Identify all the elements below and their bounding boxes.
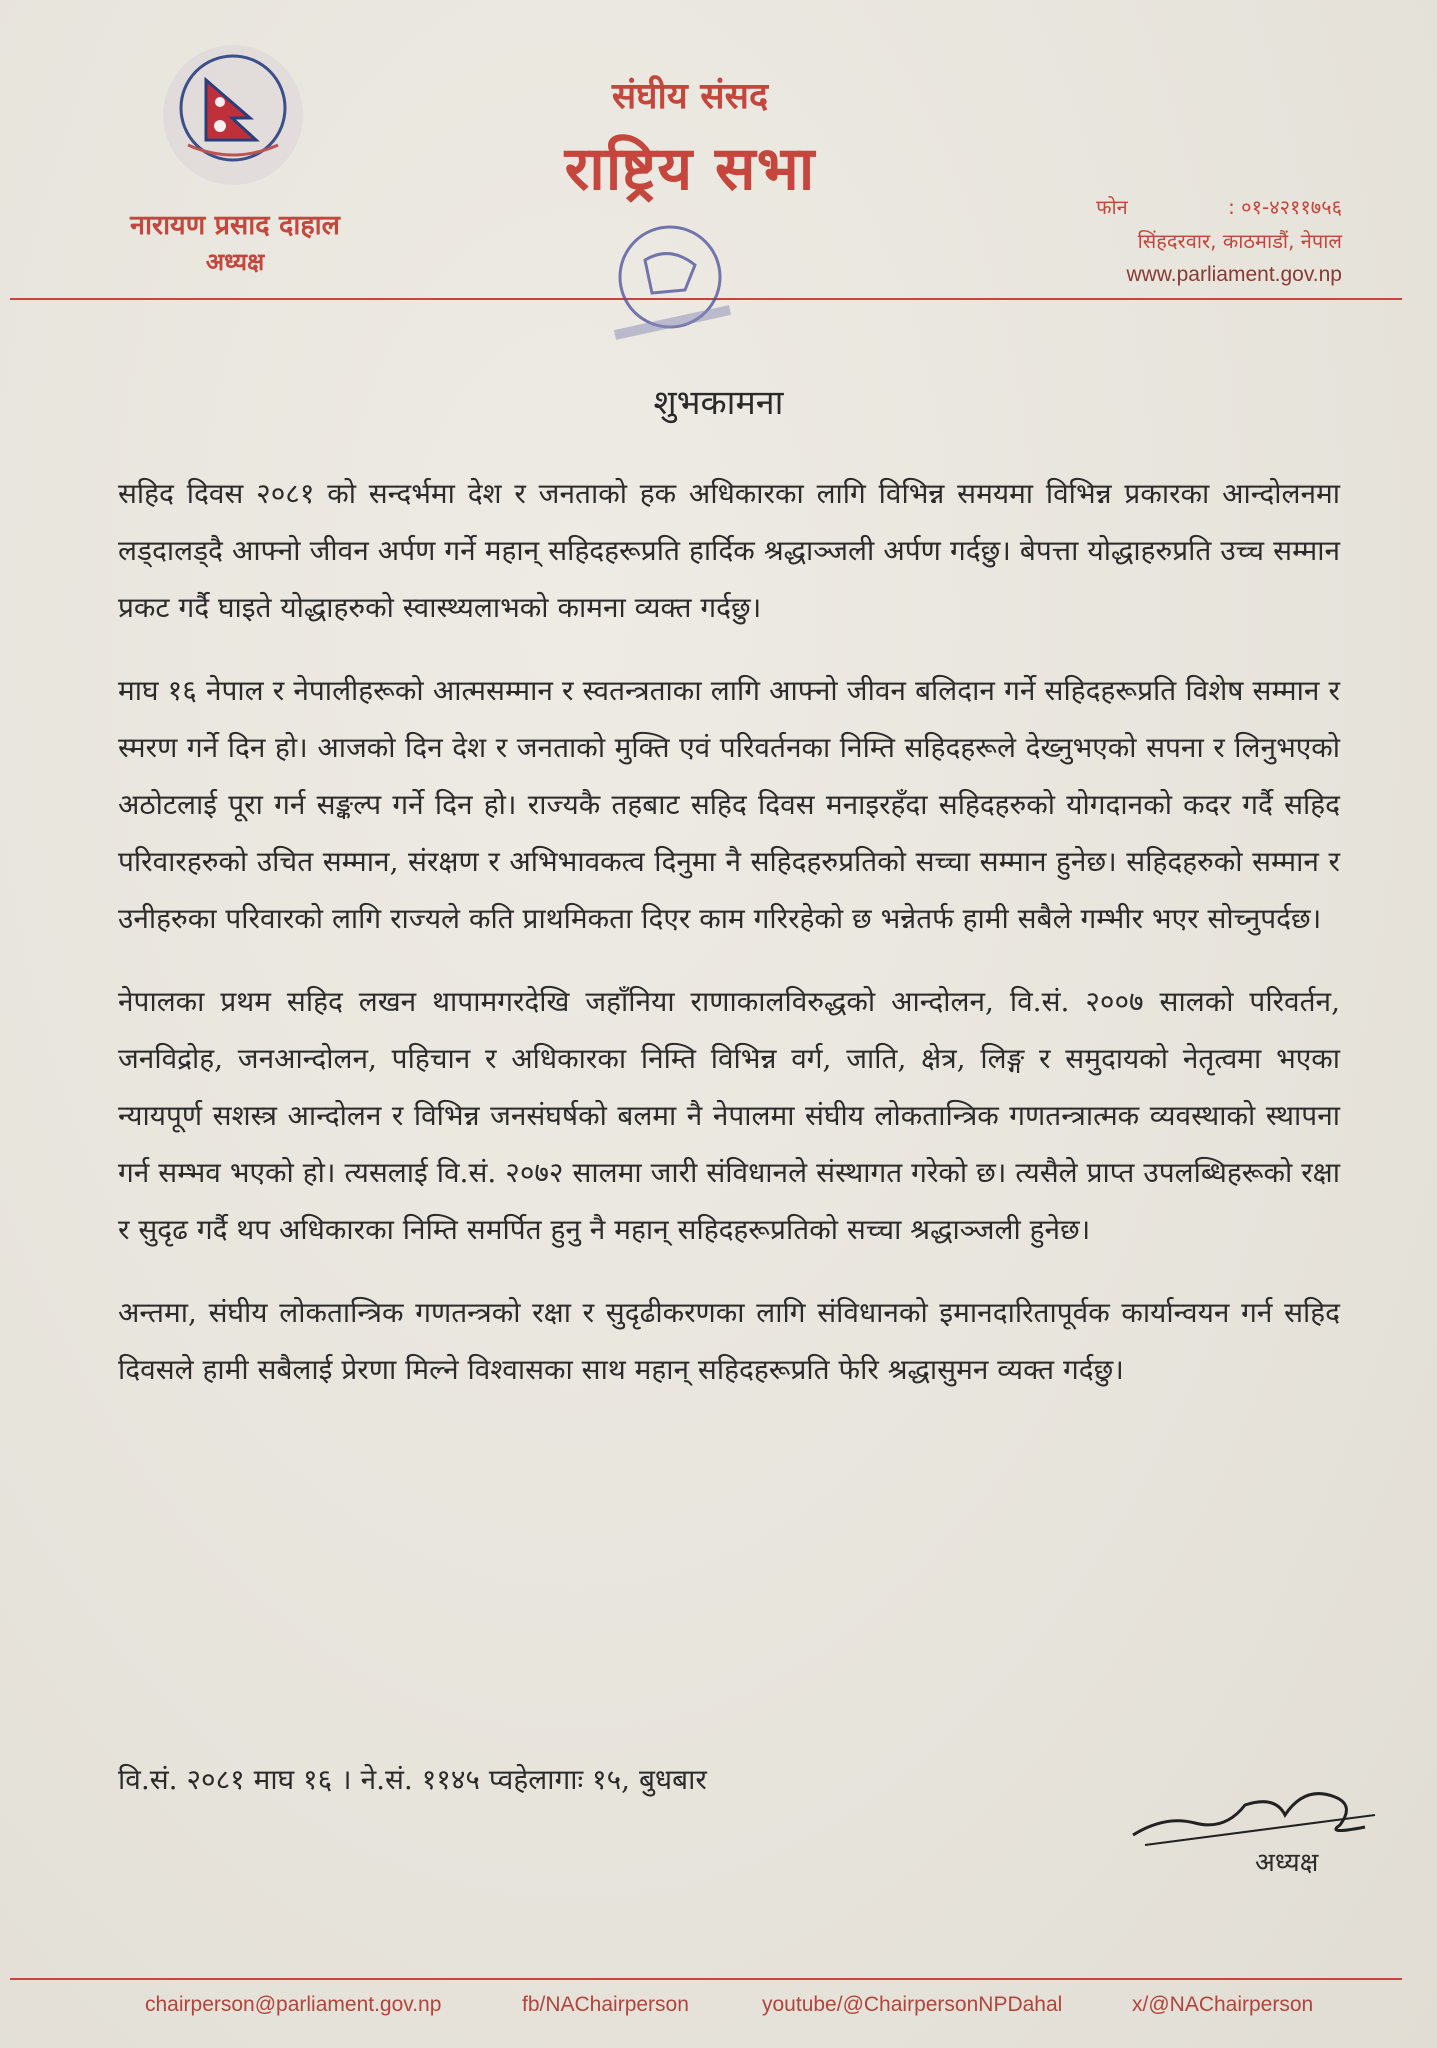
footer-divider: [10, 1978, 1402, 1980]
parliament-emblem-icon: [158, 40, 308, 190]
institution-main: राष्ट्रिय सभा: [564, 134, 816, 204]
phone-label: फोन: [1096, 195, 1128, 219]
paragraph-2: माघ १६ नेपाल र नेपालीहरूको आत्मसम्मान र स्वतन्त्रताका लागि आफ्नो जीवन बलिदान गर्ने सहिदहरूप्रति विशेष सम्मान र स्मरण गर्ने दिन हो। आजको दिन देश र जनताको मुक्ति एवं परिवर्तनका निम्ति सहिदहरूले देख्नुभएको सपना र लिनुभएको अठोटलाई पूरा गर्न सङ्कल्प गर्ने दिन हो। राज्यकै तहबाट सहिद दिवस मनाइरहँदा सहिदहरुको योगदानको कदर गर्दै सहिद परिवारहरुको उचित सम्मान, संरक्षण र अभिभावकत्व दिनुमा नै सहिदहरुप्रतिको सच्चा सम्मान हुनेछ। सहिदहरुको सम्मान र उनीहरुका परिवारको लागि राज्यले कति प्राथमिकता दिएर काम गरिरहेको छ भन्नेतर्फ हामी सबैले गम्भीर भएर सोच्नुपर्दछ।: [118, 674, 1340, 935]
document-title: शुभकामना: [653, 383, 784, 423]
website-link[interactable]: www.parliament.gov.np: [1126, 263, 1342, 286]
paragraph-3: नेपालका प्रथम सहिद लखन थापामगरदेखि जहाँनिया राणाकालविरुद्धको आन्दोलन, वि.सं. २००७ सालको परिवर्तन, जनविद्रोह, जनआन्दोलन, पहिचान र अधिकारका निम्ति विभिन्न वर्ग, जाति, क्षेत्र, लिङ्ग र समुदायको नेतृत्वमा भएका न्यायपूर्ण सशस्त्र आन्दोलन र विभिन्न जनसंघर्षको बलमा नै नेपालमा संघीय लोकतान्त्रिक गणतन्त्रात्मक व्यवस्थाको स्थापना गर्न सम्भव भएको हो। त्यसलाई वि.सं. २०७२ सालमा जारी संविधानले संस्थागत गरेको छ। त्यसैले प्राप्त उपलब्धिहरूको रक्षा र सुदृढ गर्दै थप अधिकारका निम्ति समर्पित हुनु नै महान् सहिदहरूप्रतिको सच्चा श्रद्धाञ्जली हुनेछ।: [118, 985, 1340, 1246]
footer-email-link[interactable]: chairperson@parliament.gov.np: [145, 1993, 442, 2016]
date-line: वि.सं. २०८१ माघ १६ । ने.सं. ११४५ प्वहेलागाः १५, बुधबार: [118, 1763, 707, 1796]
footer: [0, 1993, 1437, 2033]
chairperson-title: अध्यक्ष: [205, 248, 265, 276]
office-seal-icon: [590, 215, 750, 375]
institution-top: संघीय संसद: [611, 76, 769, 117]
signatory-title: अध्यक्ष: [1255, 1848, 1319, 1878]
chairperson-name: नारायण प्रसाद दाहाल: [130, 210, 340, 241]
footer-x-link[interactable]: x/@NAChairperson: [1132, 1993, 1314, 2016]
paragraph-4: अन्तमा, संघीय लोकतान्त्रिक गणतन्त्रको रक्षा र सुदृढीकरणका लागि संविधानको इमानदारितापूर्वक कार्यान्वयन गर्न सहिद दिवसले हामी सबैलाई प्रेरणा मिल्ने विश्वासका साथ महान् सहिदहरूप्रति फेरि श्रद्धासुमन व्यक्त गर्दछु।: [118, 1296, 1340, 1386]
contact-block: [1096, 190, 1342, 292]
letter-body: [118, 465, 1340, 1424]
phone-value: : ०१-४२११७५६: [1228, 195, 1342, 219]
address: सिंहदरवार, काठमाडौं, नेपाल: [1137, 229, 1342, 253]
footer-youtube-link[interactable]: youtube/@ChairpersonNPDahal: [762, 1993, 1063, 2016]
paragraph-1: सहिद दिवस २०८१ को सन्दर्भमा देश र जनताको हक अधिकारका लागि विभिन्न समयमा विभिन्न प्रकारका आन्दोलनमा लड्दालड्दै आफ्नो जीवन अर्पण गर्ने महान् सहिदहरूप्रति हार्दिक श्रद्धाञ्जली अर्पण गर्दछु। बेपत्ता योद्धाहरुप्रति उच्च सम्मान प्रकट गर्दै घाइते योद्धाहरुको स्वास्थ्यलाभको कामना व्यक्त गर्दछु।: [118, 477, 1340, 624]
footer-facebook-link[interactable]: fb/NAChairperson: [522, 1993, 689, 2016]
